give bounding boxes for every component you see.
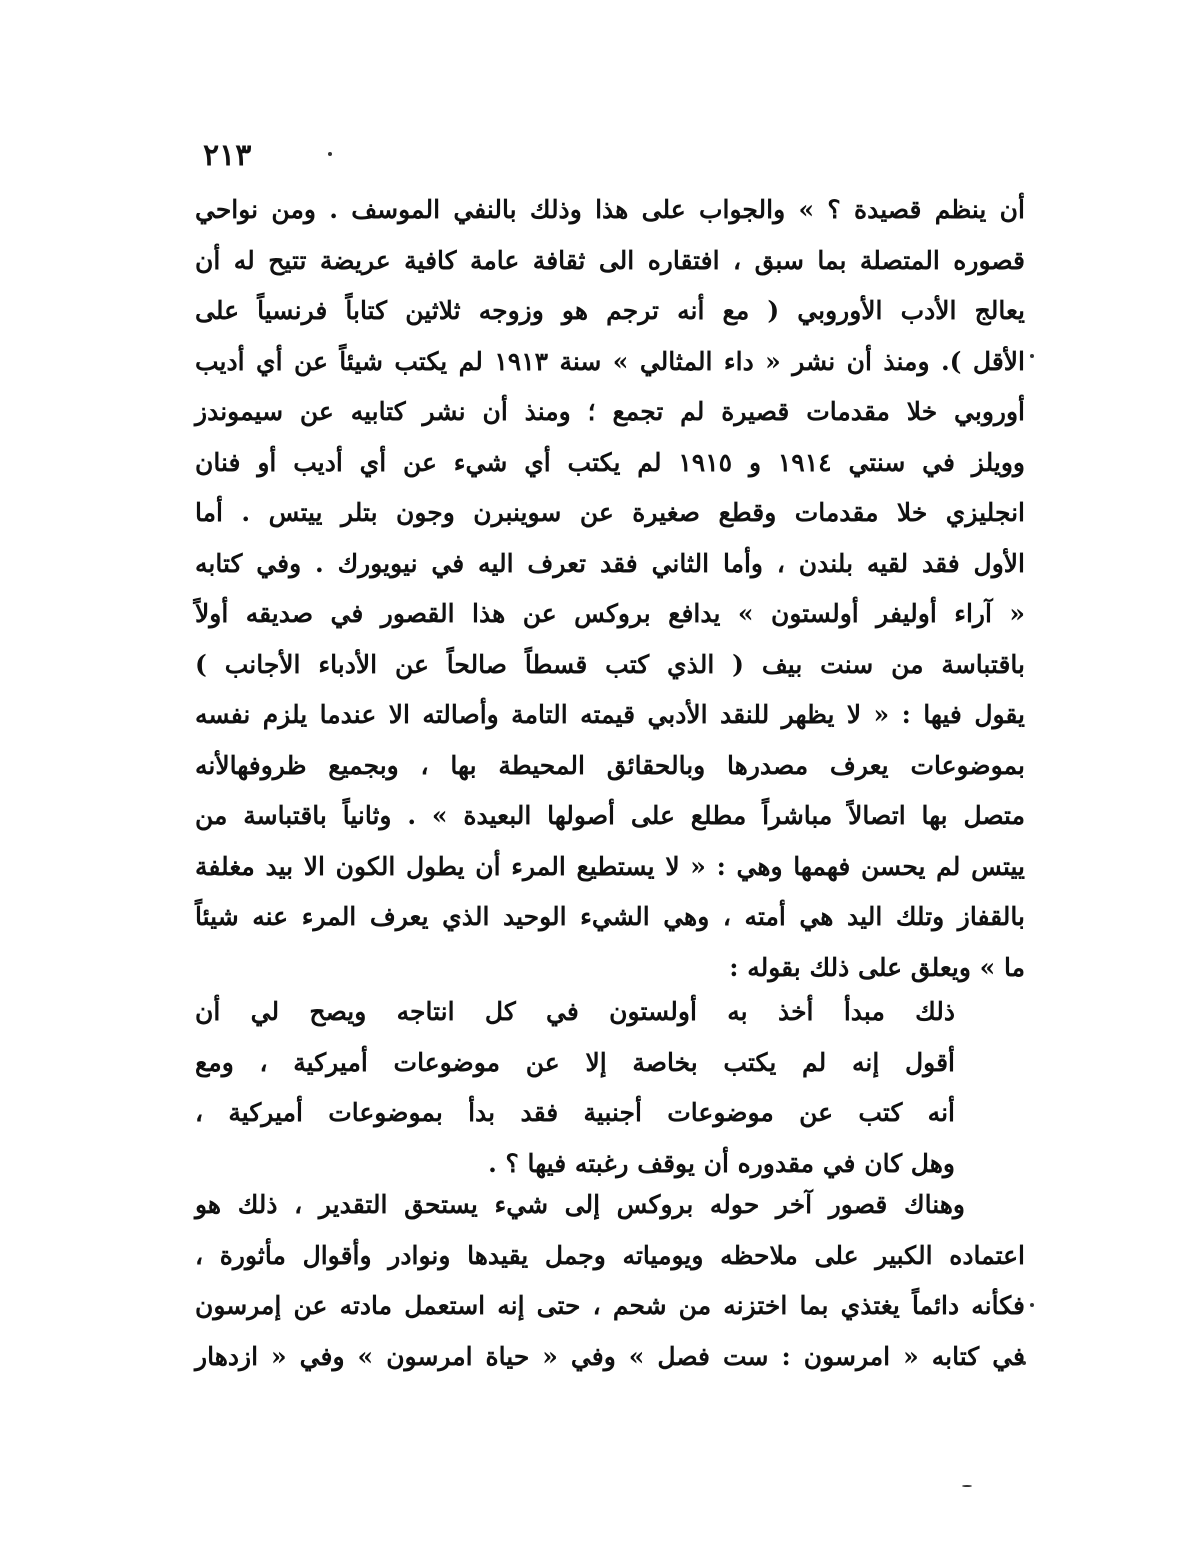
text-line: بموضوعات يعرف مصدرها وبالحقائق المحيطة بها ، وبجميع ظروفهالأنه: [195, 750, 1025, 780]
text-line: الأول فقد لقيه بلندن ، وأما الثاني فقد تعرف اليه في نيويورك . وفي كتابه: [195, 548, 1025, 578]
text-line: بالقفاز وتلك اليد هي أمته ، وهي الشيء الوحيد الذي يعرف المرء عنه شيئاً: [195, 902, 1025, 931]
quote-line: وهل كان في مقدوره أن يوقف رغبته فيها ؟ .: [488, 1148, 955, 1178]
text-line: قصوره المتصلة بما سبق ، افتقاره الى ثقافة عامة كافية عريضة تتيح له أن: [195, 245, 1025, 275]
text-line: وويلز في سنتي ١٩١٤ و ١٩١٥ لم يكتب أي شيء عن أي أديب أو فنان: [195, 447, 1025, 477]
scan-speck: [962, 1485, 972, 1487]
text-line: « آراء أوليفر أولستون » يدافع بروكس عن هذا القصور في صديقه أولاً: [195, 599, 1025, 628]
text-line: باقتباسة من سنت بيف ( الذي كتب قسطاً صالحاً عن الأدباء الأجانب ): [195, 649, 1025, 679]
text-line: اعتماده الكبير على ملاحظه ويومياته وجمل يقيدها ونوادر وأقوال مأثورة ،: [195, 1240, 1025, 1270]
quote-line: ذلك مبدأ أخذ به أولستون في كل انتاجه ويصح لي أن: [195, 997, 955, 1026]
text-line: ما » ويعلق على ذلك بقوله :: [729, 952, 1025, 982]
quote-line: أقول إنه لم يكتب بخاصة إلا عن موضوعات أميركية ، ومع: [195, 1047, 955, 1077]
paragraph-second: [195, 1180, 1025, 1382]
text-line: أوروبي خلا مقدمات قصيرة لم تجمع ؛ ومنذ أن نشر كتابيه عن سيموندز: [195, 397, 1025, 426]
text-line: يعالج الأدب الأوروبي ( مع أنه ترجم هو وزوجه ثلاثين كتاباً فرنسياً على: [195, 296, 1025, 325]
page-number: ٢١٣: [203, 138, 252, 173]
text-line: الأقل ). ومنذ أن نشر « داء المثالي » سنة ١٩١٣ لم يكتب شيئاً عن أي أديب: [195, 346, 1025, 376]
text-line: في كتابه « امرسون : ست فصل » وفي « حياة امرسون » وفي « ازدهار: [195, 1341, 1025, 1371]
scan-speck: [1030, 354, 1034, 358]
text-line: انجليزي خلا مقدمات وقطع صغيرة عن سوينبرن وجون بتلر ييتس . أما: [195, 498, 1025, 527]
text-line: وهناك قصور آخر حوله بروكس إلى شيء يستحق التقدير ، ذلك هو: [195, 1190, 965, 1219]
paragraph-main: [195, 185, 1025, 993]
scan-speck: [1030, 1303, 1034, 1307]
text-line: يقول فيها : « لا يظهر للنقد الأدبي قيمته التامة وأصالته الا عندما يلزم نفسه: [195, 700, 1025, 729]
quote-line: أنه كتب عن موضوعات أجنبية فقد بدأ بموضوعات أميركية ،: [195, 1098, 955, 1127]
text-line: أن ينظم قصيدة ؟ » والجواب على هذا وذلك بالنفي الموسف . ومن نواحي: [195, 195, 1025, 224]
block-quote: [195, 987, 955, 1189]
text-line: ييتس لم يحسن فهمها وهي : « لا يستطيع المرء أن يطول الكون الا بيد مغلفة: [195, 851, 1025, 881]
scan-speck: [328, 152, 332, 156]
text-line: فكأنه دائماً يغتذي بما اختزنه من شحم ، حتى إنه استعمل مادته عن إمرسون: [195, 1291, 1025, 1320]
text-line: متصل بها اتصالاً مباشراً مطلع على أصولها البعيدة » . وثانياً باقتباسة من: [195, 801, 1025, 830]
